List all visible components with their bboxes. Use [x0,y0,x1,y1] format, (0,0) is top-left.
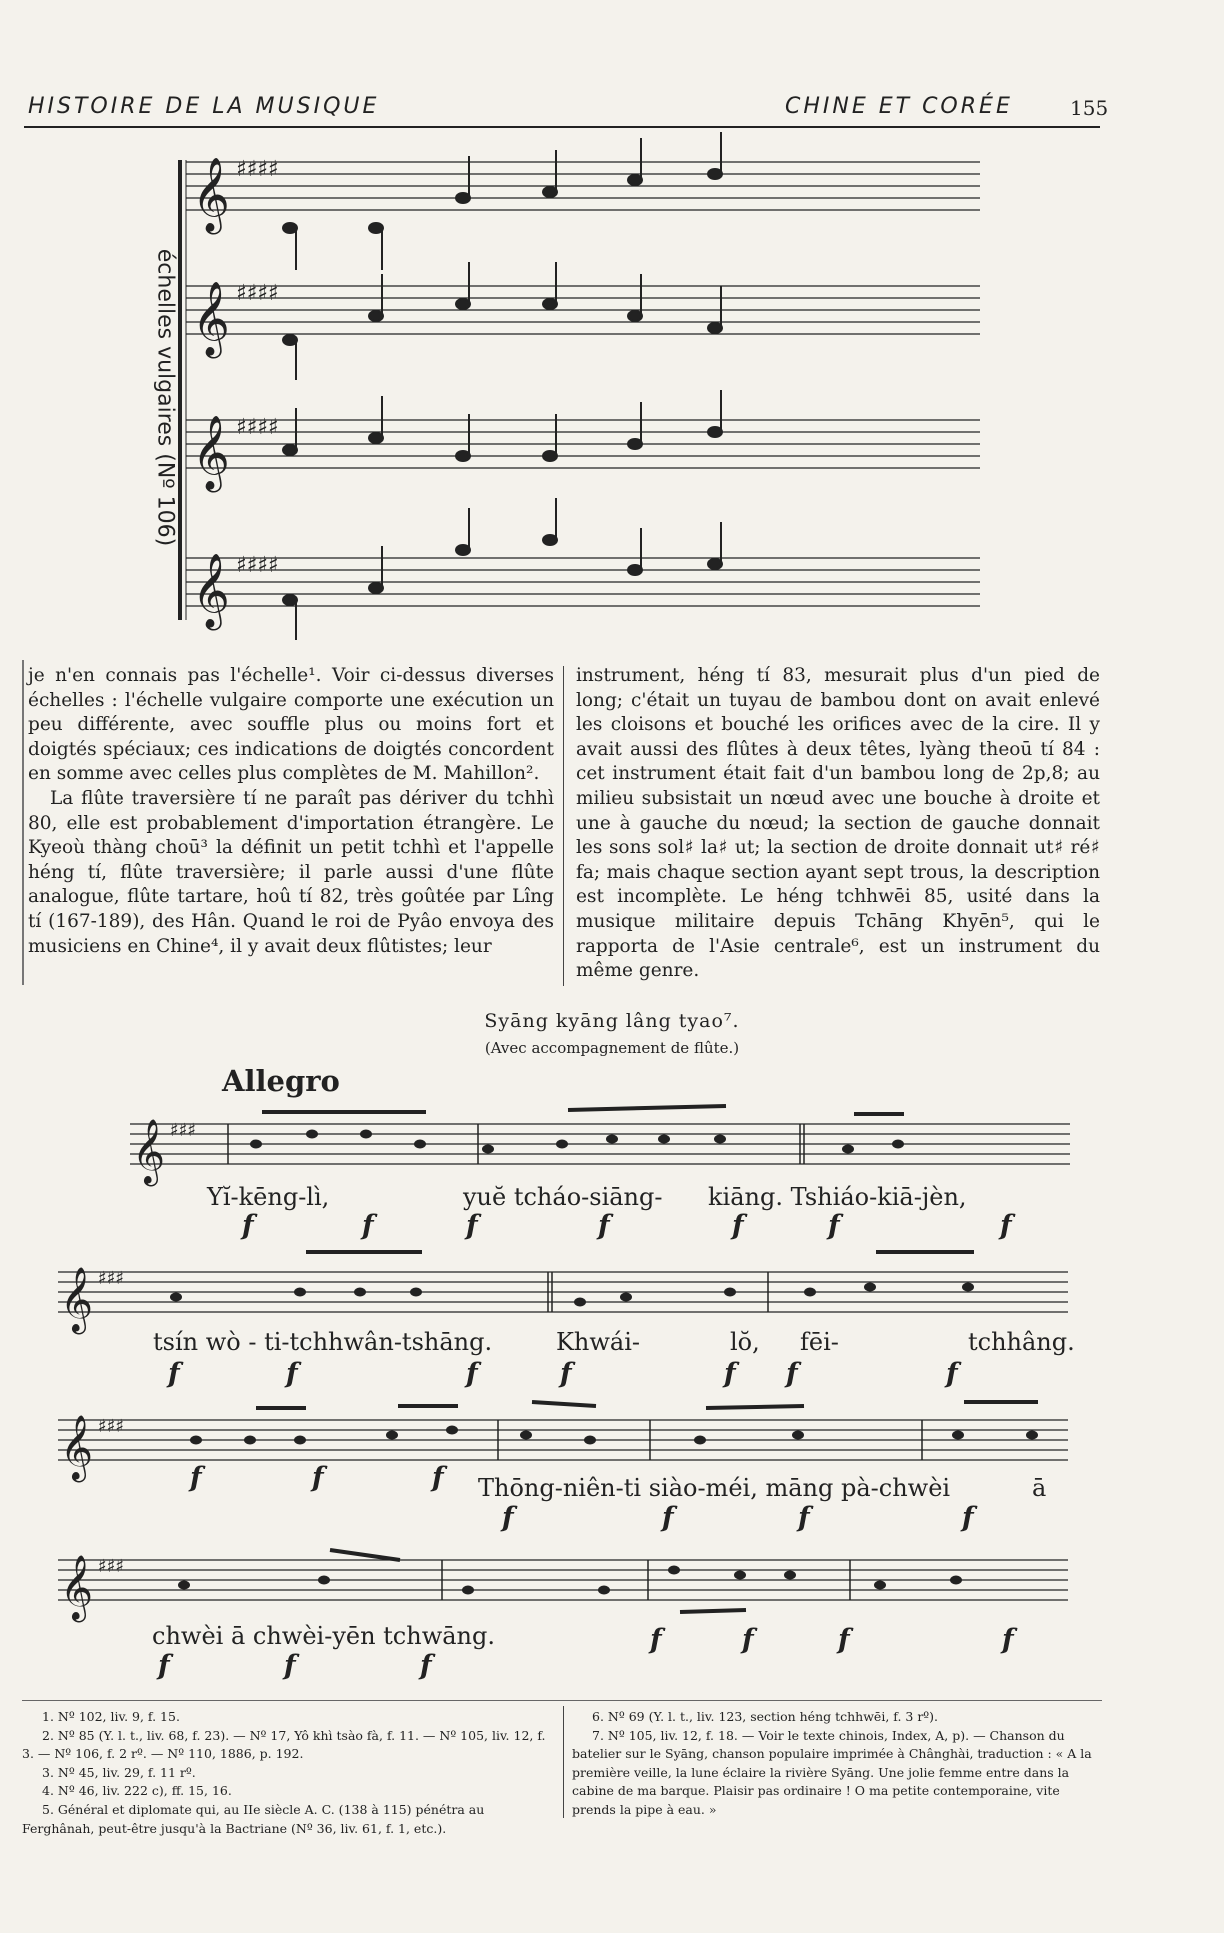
system-clefs [60,1119,165,1622]
footnote-3: 3. Nº 45, liv. 29, f. 11 rº. [42,1764,196,1780]
column-divider [563,666,564,986]
footnote-1: 1. Nº 102, liv. 9, f. 15. [42,1709,180,1724]
staff-system-2 [58,1272,1068,1312]
staff-scale-3 [186,420,980,468]
staff-system-3 [58,1420,1068,1460]
lyric-9: Thōng-niên-ti siào-méi, māng pà-chwèi [478,1474,951,1502]
forte: f [828,1210,840,1241]
svg-text:♯♯♯: ♯♯♯ [98,1556,125,1577]
tempo-marking: Allegro [222,1064,340,1098]
lyric-11: chwèi ā chwèi-yēn tchwāng. [152,1622,496,1650]
forte: f [420,1650,432,1681]
svg-text:♯♯♯♯: ♯♯♯♯ [236,157,279,182]
forte: f [432,1462,444,1493]
left-paragraph-2: La flûte traversière tí ne paraît pas dériver du tchhì 80, elle est probablement d'importation étrangère. Le Kyeoù thàng choū³ la définit un petit tchhì et l'appelle héng tí, flûte traversière; il parle aussi d'une flûte analogue, flûte tartare, hoû tí 82, très goûtée par Lîng tí (167-189), des Hân. Quand le roi de Pyâo envoya des musiciens en Chine⁴, il y avait deux flûtistes; leur [28,787,554,957]
forte: f [598,1210,610,1241]
forte: f [312,1462,324,1493]
scale-notes [283,132,722,640]
scales-figure [170,130,990,640]
svg-text:𝄞: 𝄞 [192,282,230,356]
lyric-1: Yĭ-kēng-lì, [207,1183,330,1211]
staff-scale-1 [186,162,980,210]
svg-text:♯♯♯: ♯♯♯ [170,1120,197,1141]
forte: f [742,1624,754,1655]
lyric-10: ā [1032,1474,1047,1502]
forte: f [242,1210,254,1241]
forte: f [502,1502,514,1533]
footnote-4: 4. Nº 46, liv. 222 c), ff. 15, 16. [42,1783,232,1799]
footnote-divider [563,1706,564,1818]
lyric-5: Khwái- [556,1328,641,1356]
treble-clefs [192,158,230,631]
left-paragraph-1: je n'en connais pas l'échelle¹. Voir ci-dessus diverses échelles : l'échelle vulgaire comporte une exécution un peu différente, avec souffle plus ou moins fort et doigtés spéciaux; ces indications de doigtés concordent en somme avec celles plus complètes de M. Mahillon². [28,665,554,785]
svg-text:𝄞: 𝄞 [192,554,230,628]
lyric-2: yuĕ tcháo-siāng- [463,1183,663,1211]
right-paragraph-1: instrument, héng tí 83, mesurait plus d'un pied de long; c'était un tuyau de bambou dont on avait enlevé les cloisons et bouché les orifices avec de la cire. Il y avait aussi des flûtes à deux têtes, lyàng theoū tí 84 : cet instrument était fait d'un bambou long de 2p,8; au milieu subsistait un nœud avec une bouche à droite et une à gauche du nœud; la section de gauche donnait les sons sol♯ la♯ ut; la section de droite donnait ut♯ ré♯ fa; mais chaque section ayant sept trous, la description est incomplète. Le héng tchhwēi 85, usité dans la musique militaire depuis Tchāng Khyēn⁵, qui le rapporta de l'Asie centrale⁶, est un instrument du même genre. [576,665,1100,982]
staff-scale-2 [186,286,980,334]
margin-mark [22,660,24,985]
text-column-right [576,664,1100,984]
key-signatures [236,157,279,578]
forte: f [168,1358,180,1389]
svg-text:♯♯♯♯: ♯♯♯♯ [236,415,279,440]
forte: f [798,1502,810,1533]
footnote-2: 2. Nº 85 (Y. l. t., liv. 68, f. 23). — Nº 17, Yô khì tsào fà, f. 11. — Nº 105, liv. 12, f. 3. — Nº 106, f. 2 rº. — Nº 110, 1886, p. 192. [22,1727,546,1762]
forte: f [962,1502,974,1533]
song-title: Syāng kyāng lâng tyao⁷. [484,1010,740,1032]
footnote-6: 6. Nº 69 (Y. l. t., liv. 123, section héng tchhwēi, f. 3 rº). [592,1709,939,1724]
svg-text:𝄞: 𝄞 [192,416,230,490]
staff-scale-4 [186,558,980,606]
svg-text:𝄞: 𝄞 [192,158,230,232]
forte: f [362,1210,374,1241]
svg-text:𝄞: 𝄞 [60,1267,94,1332]
song-score [0,1090,1224,1670]
footnote-5: 5. Général et diplomate qui, au IIe siècle A. C. (138 à 115) pénétra au Ferghânah, peut-être jusqu'à la Bactriane (Nº 36, liv. 61, f. 1, etc.). [22,1801,485,1836]
footnotes-right [572,1708,1098,1820]
svg-text:♯♯♯: ♯♯♯ [98,1416,125,1437]
forte: f [838,1624,850,1655]
lyric-6: lŏ, [730,1328,760,1356]
forte: f [662,1502,674,1533]
figure-label: échelles vulgaires (Nº 106) [152,248,178,547]
page-number: 155 [1070,96,1109,120]
running-head-right: CHINE ET CORÉE [785,94,1013,119]
forte: f [466,1210,478,1241]
header-rule [24,126,1100,128]
svg-text:𝄞: 𝄞 [60,1415,94,1480]
forte: f [786,1358,798,1389]
lyric-3: kiāng. Tshiáo-kiā-jèn, [708,1183,967,1211]
forte: f [724,1358,736,1389]
forte: f [650,1624,662,1655]
note-beams [256,1106,1038,1612]
footnotes-left [22,1708,550,1838]
svg-text:𝄞: 𝄞 [132,1119,166,1184]
forte: f [560,1358,572,1389]
lyric-4: tsín wò - ti-tchhwân-tshāng. [153,1328,493,1356]
svg-text:♯♯♯♯: ♯♯♯♯ [236,553,279,578]
staff-system-1 [130,1124,1070,1164]
forte: f [1002,1624,1014,1655]
forte: f [946,1358,958,1389]
running-head-left: HISTOIRE DE LA MUSIQUE [28,94,380,119]
forte: f [284,1650,296,1681]
svg-text:♯♯♯: ♯♯♯ [98,1268,125,1289]
forte: f [1000,1210,1012,1241]
staff-system-4 [58,1560,1068,1600]
forte: f [732,1210,744,1241]
forte: f [286,1358,298,1389]
lyric-7: fēi- [800,1328,839,1356]
lyric-8: tchhâng. [968,1328,1075,1356]
forte: f [190,1462,202,1493]
forte: f [466,1358,478,1389]
text-column-left [28,664,554,959]
forte: f [158,1650,170,1681]
svg-text:𝄞: 𝄞 [60,1555,94,1620]
footnote-7: 7. Nº 105, liv. 12, f. 18. — Voir le texte chinois, Index, A, p). — Chanson du batelier sur le Syāng, chanson populaire imprimée à Chânghài, traduction : « A la première veille, la lune éclaire la rivière Syāng. Une jolie femme entre dans la cabine de ma barque. Plaisir pas ordinaire ! O ma petite contemporaine, vite prends la pipe à eau. » [572,1727,1092,1817]
song-subtitle: (Avec accompagnement de flûte.) [484,1039,740,1057]
svg-text:♯♯♯♯: ♯♯♯♯ [236,281,279,306]
footnote-rule [22,1700,1102,1701]
